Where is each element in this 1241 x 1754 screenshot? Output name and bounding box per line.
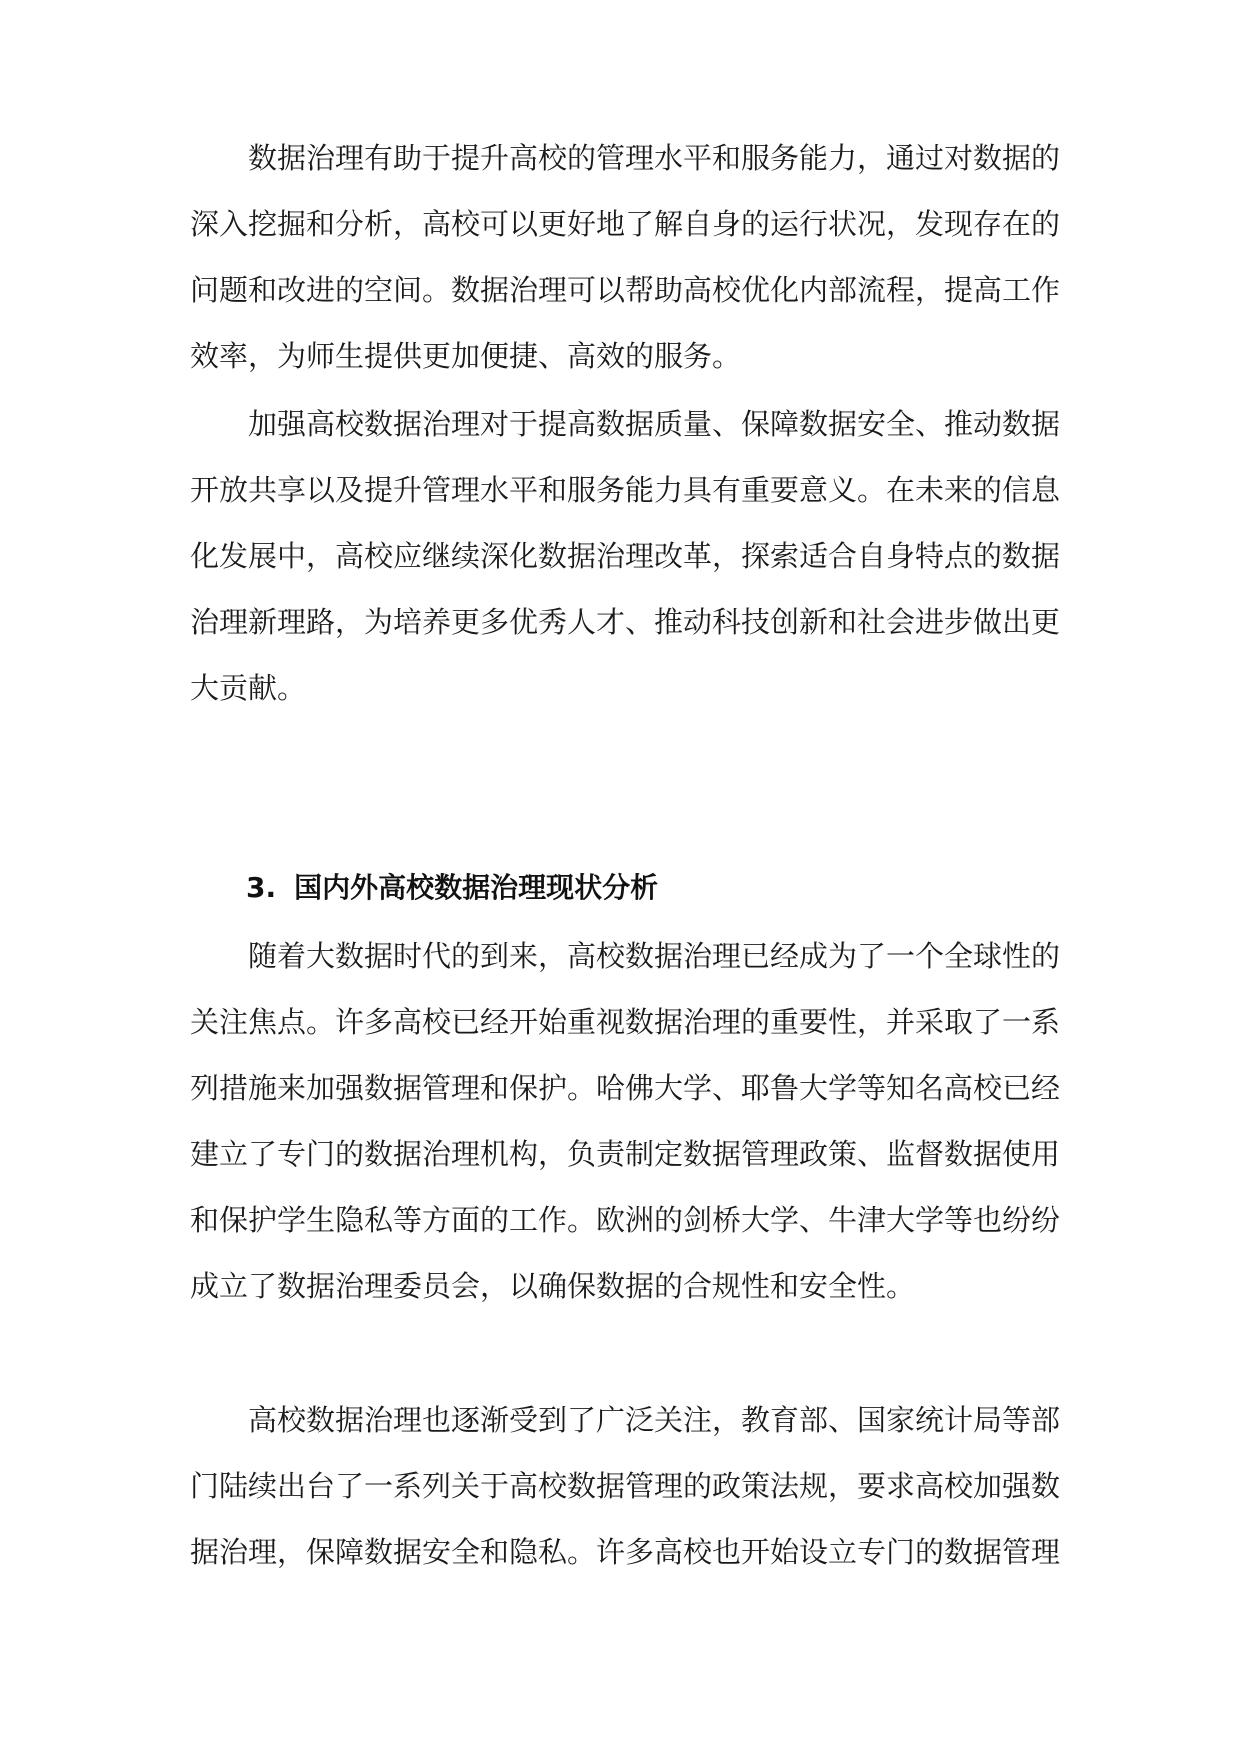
paragraph-line: 据治理，保障数据安全和隐私。许多高校也开始设立专门的数据管理 — [190, 1535, 1061, 1569]
paragraph-line: 治理新理路，为培养更多优秀人才、推动科技创新和社会进步做出更 — [190, 605, 1061, 639]
paragraph-line: 问题和改进的空间。数据治理可以帮助高校优化内部流程，提高工作 — [190, 273, 1061, 307]
paragraph-line: 关注焦点。许多高校已经开始重视数据治理的重要性，并采取了一系 — [190, 1005, 1061, 1039]
section-number: 3. — [246, 871, 277, 904]
paragraph-line: 大贡献。 — [190, 671, 307, 705]
paragraph-line: 化发展中，高校应继续深化数据治理改革，探索适合自身特点的数据 — [190, 539, 1061, 573]
section-title: 国内外高校数据治理现状分析 — [294, 871, 659, 904]
paragraph-line: 数据治理有助于提升高校的管理水平和服务能力，通过对数据的 — [248, 141, 1061, 175]
paragraph-line: 门陆续出台了一系列关于高校数据管理的政策法规，要求高校加强数 — [190, 1469, 1061, 1503]
paragraph-line: 加强高校数据治理对于提高数据质量、保障数据安全、推动数据 — [248, 407, 1061, 441]
paragraph-line: 效率，为师生提供更加便捷、高效的服务。 — [190, 339, 742, 373]
paragraph-line: 和保护学生隐私等方面的工作。欧洲的剑桥大学、牛津大学等也纷纷 — [190, 1203, 1061, 1237]
section-heading — [246, 868, 658, 908]
paragraph-line: 高校数据治理也逐渐受到了广泛关注，教育部、国家统计局等部 — [248, 1403, 1061, 1437]
paragraph-line: 开放共享以及提升管理水平和服务能力具有重要意义。在未来的信息 — [190, 473, 1061, 507]
paragraph-line: 列措施来加强数据管理和保护。哈佛大学、耶鲁大学等知名高校已经 — [190, 1071, 1061, 1105]
paragraph-line: 建立了专门的数据治理机构，负责制定数据管理政策、监督数据使用 — [190, 1137, 1061, 1171]
paragraph-line: 随着大数据时代的到来，高校数据治理已经成为了一个全球性的 — [248, 939, 1061, 973]
paragraph-line: 深入挖掘和分析，高校可以更好地了解自身的运行状况，发现存在的 — [190, 207, 1061, 241]
paragraph-line: 成立了数据治理委员会，以确保数据的合规性和安全性。 — [190, 1269, 916, 1303]
